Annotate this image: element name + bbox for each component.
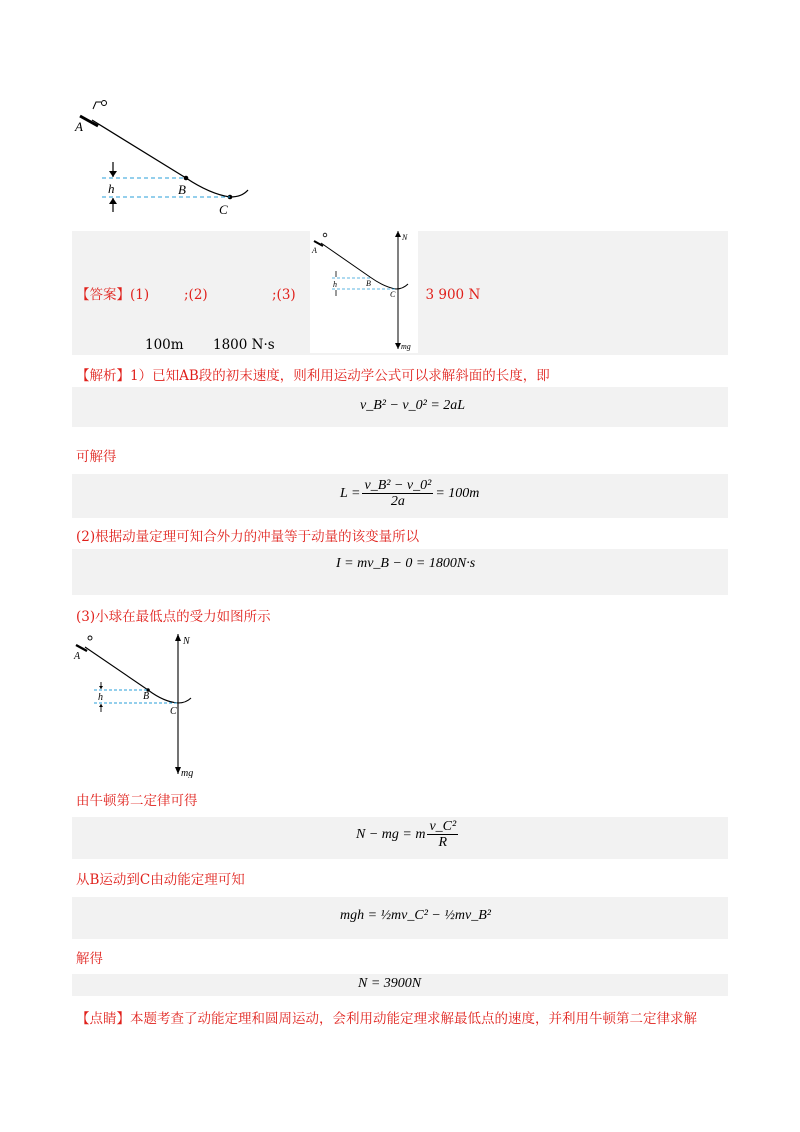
answer-label-h: h	[333, 280, 337, 289]
analysis-intro-text: 1）已知AB段的初末速度，则利用运动学公式可以求解斜面的长度，即	[130, 368, 550, 384]
label-c: C	[219, 202, 228, 217]
comment-tag: 【点睛】	[76, 1011, 130, 1027]
eq6: N = 3900N	[358, 976, 422, 991]
analysis-tag: 【解析】	[76, 368, 130, 384]
eq2	[340, 478, 479, 509]
text-result: 解得	[76, 951, 103, 967]
eq2-fraction	[362, 478, 433, 509]
answer-tag: 【答案】	[76, 287, 130, 303]
eq4-left: N − mg = m	[356, 826, 426, 842]
text-force: (3)小球在最低点的受力如图所示	[76, 609, 271, 625]
eq2-left: L =	[340, 485, 361, 501]
label-h: h	[108, 181, 115, 196]
answer-value1: 100m	[145, 337, 184, 353]
comment-line	[76, 1010, 736, 1028]
answer-label-c: C	[390, 290, 396, 299]
slope-diagram	[70, 98, 260, 218]
answer-label-mg: mg	[401, 342, 411, 351]
eq3: I = mv_B − 0 = 1800N·s	[336, 556, 476, 571]
force-label-mg: mg	[181, 768, 194, 778]
label-b: B	[178, 182, 186, 197]
text-momentum: (2)根据动量定理可知合外力的冲量等于动量的该变量所以	[76, 529, 420, 545]
text-solve: 可解得	[76, 449, 117, 465]
answer-label-n: N	[402, 233, 408, 242]
analysis-intro	[76, 367, 550, 385]
force-diagram	[72, 632, 202, 778]
slope-diagram-lines	[80, 101, 248, 213]
eq2-num: v_B² − v_0²	[364, 478, 432, 493]
text-newton: 由牛顿第二定律可得	[76, 793, 198, 809]
text-energy: 从B运动到C由动能定理可知	[76, 872, 245, 888]
answer-line	[76, 286, 149, 304]
eq2-right: = 100m	[435, 485, 480, 501]
answer-label-a: A	[312, 246, 317, 255]
force-label-n: N	[183, 636, 190, 647]
eq2-den: 2a	[390, 494, 405, 509]
answer-value2: 1800 N·s	[213, 337, 275, 353]
eq4	[356, 819, 460, 850]
force-label-h: h	[98, 692, 103, 703]
answer-label-b: B	[366, 279, 371, 288]
eq5: mgh = ½mv_C² − ½mv_B²	[340, 908, 491, 923]
force-label-b: B	[143, 691, 150, 702]
answer-part2: ;(2)	[184, 287, 208, 303]
eq4-fraction	[427, 819, 458, 850]
answer-result3: ，3 900 N	[412, 287, 481, 303]
eq4-den: R	[438, 835, 448, 850]
force-label-a: A	[74, 651, 81, 662]
answer-part3: ;(3)	[272, 287, 296, 303]
answer-force-diagram	[310, 231, 418, 353]
force-label-c: C	[170, 706, 177, 717]
force-diagram-lines	[76, 634, 191, 774]
label-a: A	[75, 119, 83, 134]
eq4-num: v_C²	[429, 819, 457, 834]
eq1: v_B² − v_0² = 2aL	[360, 398, 466, 413]
answer-part1: (1)	[130, 287, 150, 303]
comment-text: 本题考查了动能定理和圆周运动，会利用动能定理求解最低点的速度，并利用牛顿第二定律求解	[130, 1011, 697, 1027]
